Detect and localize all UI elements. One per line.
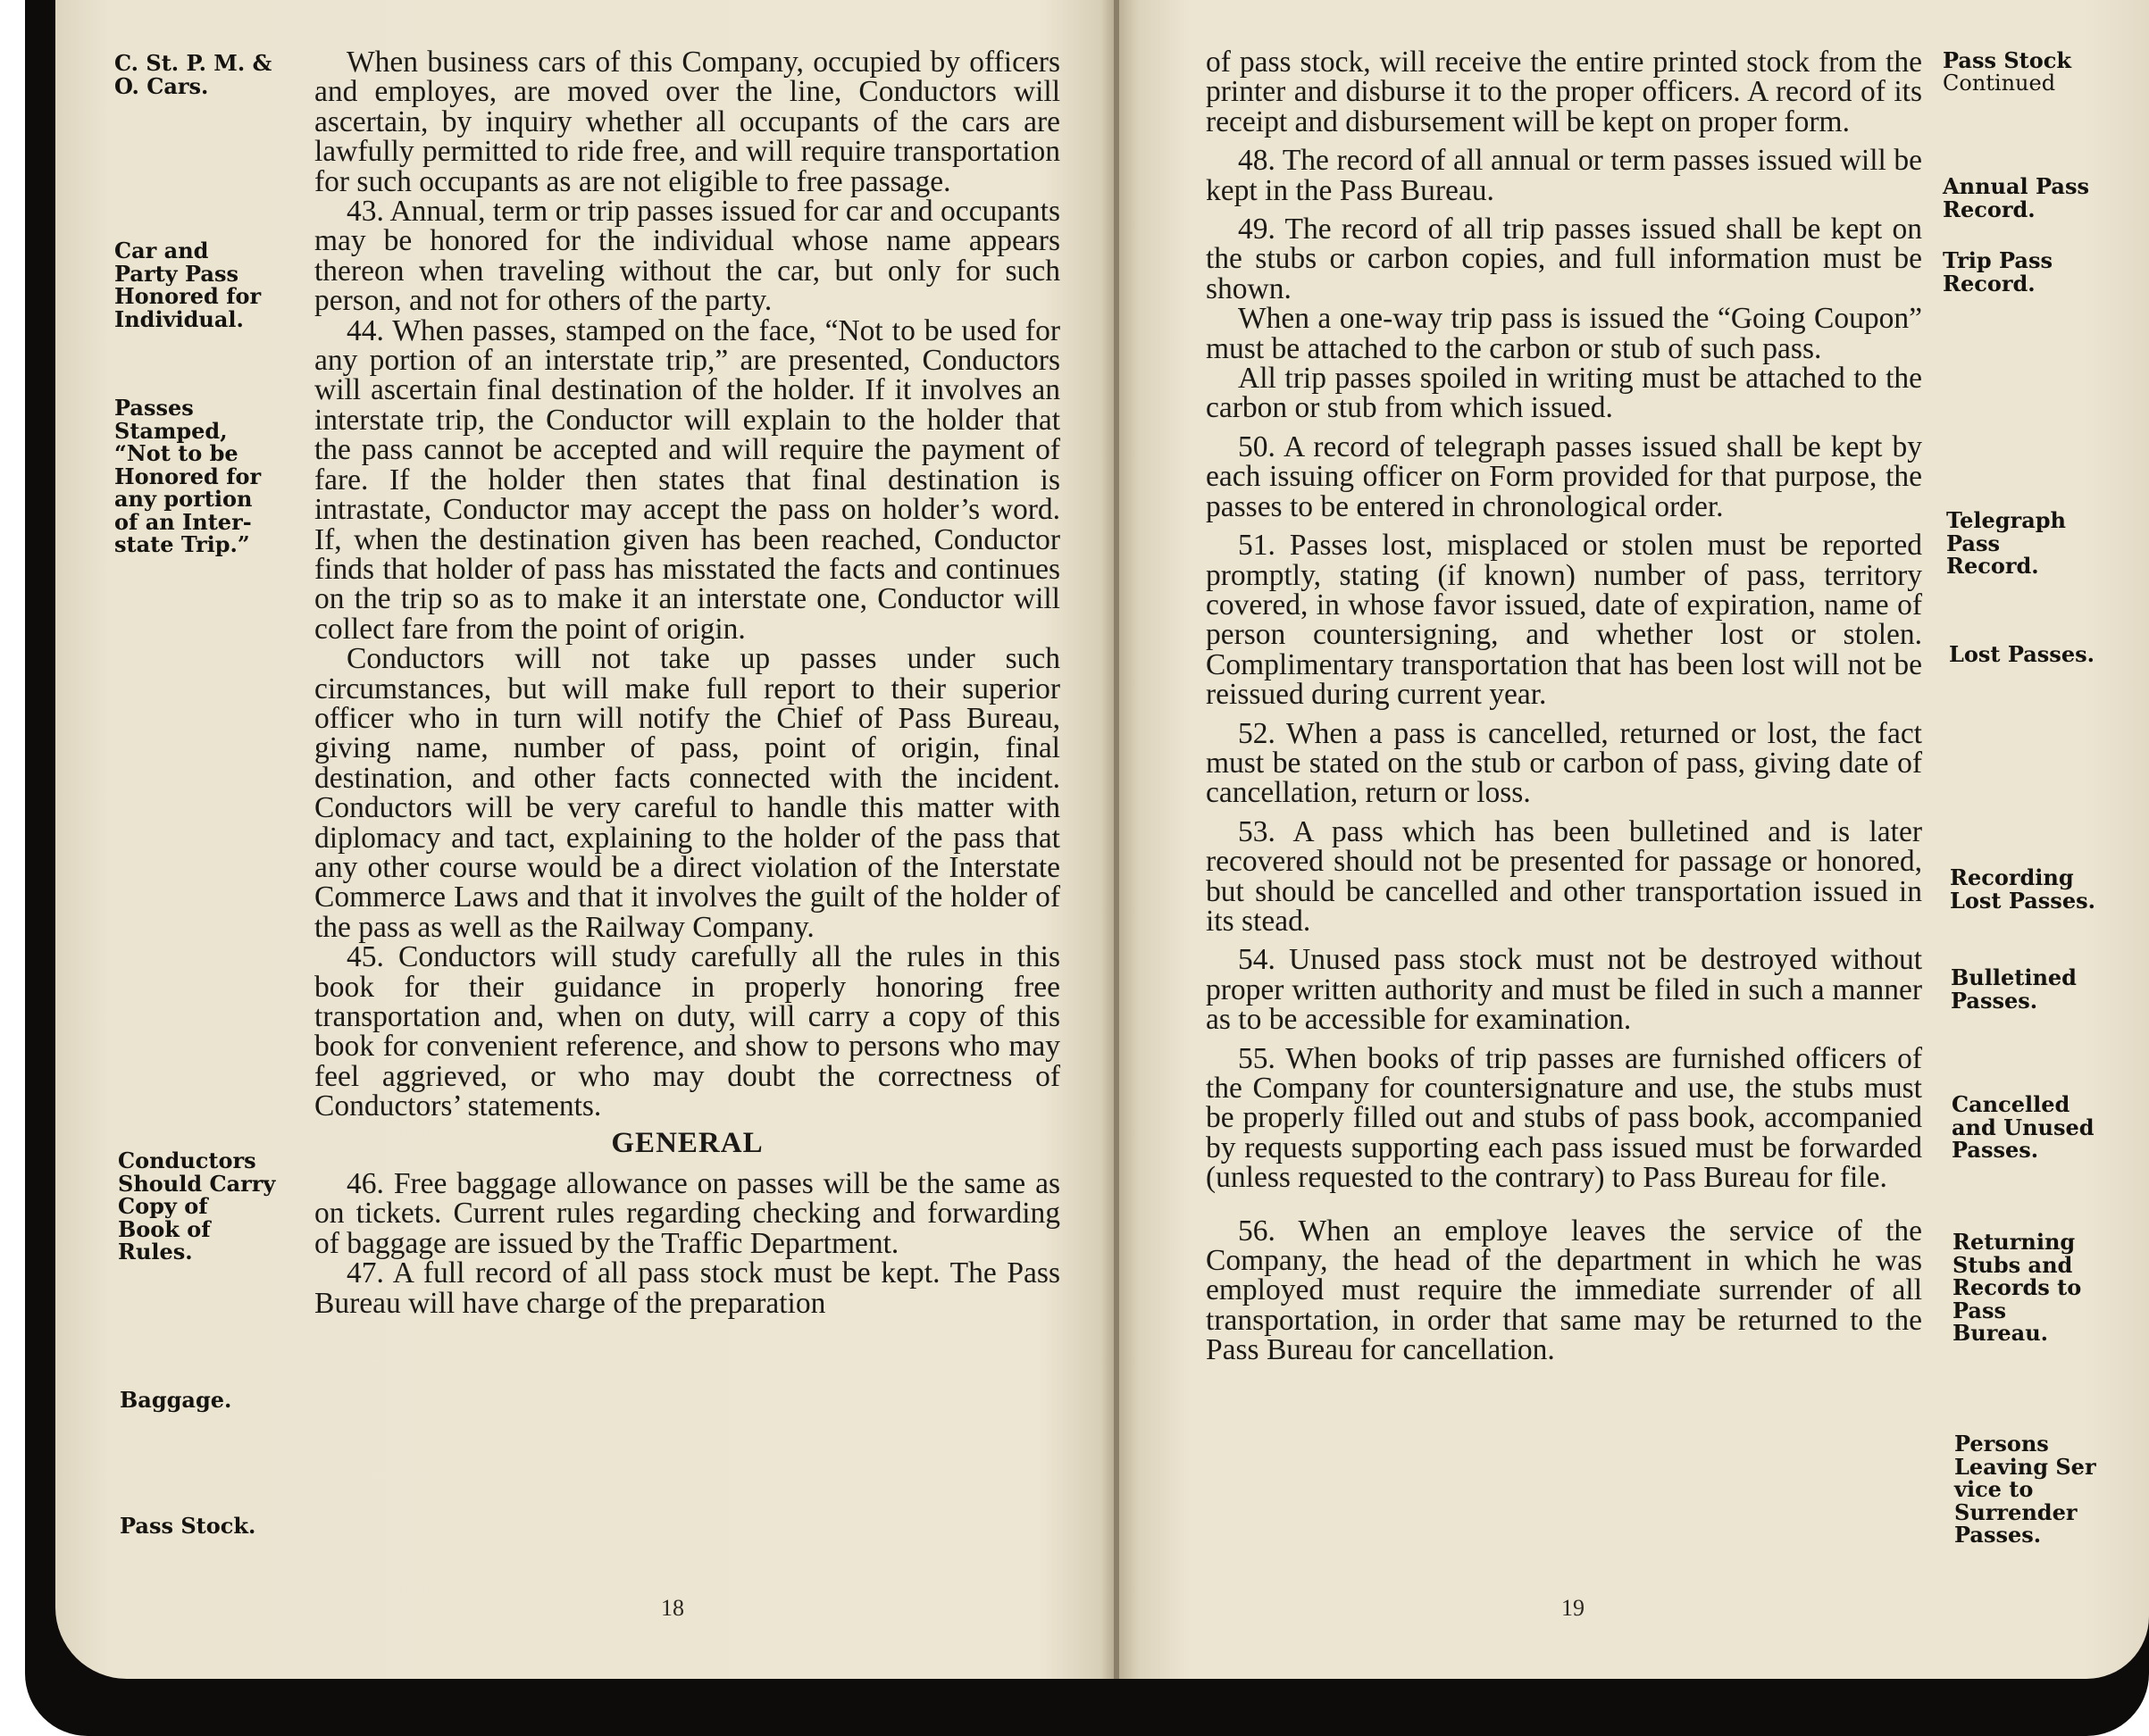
side-note bbox=[114, 396, 261, 556]
right-page bbox=[1119, 0, 2149, 1679]
side-note-line: Rules. bbox=[118, 1239, 193, 1264]
side-note-line: Copy of bbox=[118, 1193, 208, 1219]
paragraph: Conductors will not take up passes under such circumstances, but will make full report to their superior officer who in turn will notify the Chief of Pass Bureau, giving name, number of pass, point of origin, final destination, and other facts connected with the incident. Conductors will be very careful to handle this matter with diplomacy and tact, explaining to the holder of the pass that any other course would be a direct violation of the Interstate Commerce Laws and that it involves the guilt of the holder of the pass as well as the Railway Company. bbox=[314, 642, 1060, 944]
side-note-line: Record. bbox=[1943, 270, 2036, 296]
paragraph: 53. A pass which has been bulletined and is later recovered should not be presented for passage or honored, but should be cancelled and other transportation issued in its stead. bbox=[1206, 814, 1922, 938]
side-note-line: C. St. P. M. & bbox=[114, 50, 272, 76]
side-note bbox=[120, 1515, 255, 1538]
left-page bbox=[55, 0, 1114, 1679]
paragraph: All trip passes spoiled in writing must be attached to the carbon or stub from which issued. bbox=[1206, 362, 1922, 425]
side-note-line: Pass Stock bbox=[1943, 47, 2071, 73]
page-number: 19 bbox=[1561, 1595, 1585, 1621]
paragraph: 56. When an employe leaves the service of the Company, the head of the department in which he was employed must require the immediate surrender of all transportation, in order that same may be returned to the Pass Bureau for cancellation. bbox=[1206, 1214, 1922, 1367]
side-note bbox=[1952, 1093, 2095, 1162]
side-note-line: Lost Passes. bbox=[1950, 887, 2095, 914]
side-note bbox=[1950, 866, 2095, 912]
side-note bbox=[114, 239, 261, 330]
side-note-line: Stamped, bbox=[114, 417, 228, 444]
side-note bbox=[1943, 175, 2089, 221]
paragraph: 51. Passes lost, misplaced or stolen must be reported promptly, stating (if known) number of pass, territory covered, in whose favor issued, date of expiration, name of person countersigning, and whether lost or stolen. Complimentary transportation that has been lost will not be reissued during current year. bbox=[1206, 529, 1922, 712]
side-note-line: Honored for bbox=[114, 283, 262, 309]
side-note-line: Passes. bbox=[1952, 1137, 2039, 1163]
side-note-line: Record. bbox=[1946, 553, 2039, 579]
paragraph: 47. A full record of all pass stock must be kept. The Pass Bureau will have charge of the preparation bbox=[314, 1256, 1060, 1320]
side-note-line: Passes bbox=[114, 395, 194, 421]
side-note-line: state Trip.” bbox=[114, 531, 250, 557]
side-note-line: Record. bbox=[1943, 196, 2036, 222]
side-note bbox=[1946, 509, 2066, 578]
side-note-line: Leaving Ser bbox=[1954, 1453, 2096, 1480]
side-note bbox=[1952, 1231, 2081, 1345]
side-note-line: Cancelled bbox=[1952, 1091, 2070, 1117]
paragraph: 49. The record of all trip passes issued shall be kept on the stubs or carbon copies, and full information must be shown. bbox=[1206, 213, 1922, 305]
paragraph: 50. A record of telegraph passes issued shall be kept by each issuing officer on Form provided for that purpose, the passes to be entered in chronological order. bbox=[1206, 430, 1922, 523]
side-note bbox=[1943, 49, 2071, 95]
side-note-line: Party Pass bbox=[114, 260, 238, 287]
side-note-line: Bulletined bbox=[1951, 964, 2077, 990]
side-note-line: Records to bbox=[1952, 1274, 2082, 1300]
open-book bbox=[25, 0, 2149, 1736]
side-note-line: of an Inter- bbox=[114, 508, 252, 535]
side-note-line: Lost Passes. bbox=[1949, 641, 2095, 667]
side-note-line: Surrender bbox=[1954, 1498, 2078, 1525]
side-note-line: Returning bbox=[1952, 1229, 2076, 1255]
side-note bbox=[120, 1389, 231, 1412]
right-page-text bbox=[1206, 47, 1922, 1679]
paragraph: When business cars of this Company, occupied by officers and employes, are moved over the line, Conductors will ascertain, by inquiry whether all occupants of the cars are lawfully permitted to ride free, and will require transportation for such occupants as are not eligible to free passage. bbox=[314, 46, 1060, 198]
side-note-line: Stubs and bbox=[1952, 1251, 2073, 1278]
paragraph: 48. The record of all annual or term passes issued will be kept in the Pass Bureau. bbox=[1206, 144, 1922, 207]
side-note-line: “Not to be bbox=[114, 440, 238, 466]
side-note-line: Pass bbox=[1946, 530, 2000, 556]
paragraph: 43. Annual, term or trip passes issued for car and occupants may be honored for the individual whose name appears thereon when traveling without the car, but only for such person, and not for others of the party. bbox=[314, 195, 1060, 318]
side-note-line: Passes. bbox=[1951, 987, 2038, 1014]
paragraph: When a one-way trip pass is issued the “Going Coupon” must be attached to the carbon or stub of such pass. bbox=[1206, 302, 1922, 365]
side-note-line: Recording bbox=[1950, 864, 2074, 890]
side-note bbox=[1943, 249, 2053, 295]
side-note-line: Passes. bbox=[1954, 1522, 2042, 1548]
side-note-line: Conductors bbox=[118, 1148, 256, 1173]
side-note-line: and Unused bbox=[1952, 1114, 2095, 1140]
side-note-line: Pass Stock. bbox=[120, 1513, 256, 1539]
side-note-line: Persons bbox=[1954, 1431, 2049, 1456]
paragraph: 54. Unused pass stock must not be destroyed without proper written authority and must be filed in such a manner as to be accessible for examination. bbox=[1206, 943, 1922, 1037]
side-note-line: Car and bbox=[114, 238, 209, 263]
section-heading: GENERAL bbox=[611, 1126, 764, 1159]
side-note bbox=[1954, 1432, 2096, 1547]
side-note bbox=[114, 52, 272, 97]
side-note bbox=[118, 1149, 275, 1264]
side-note-line: Pass bbox=[1952, 1297, 2006, 1323]
paragraph: 55. When books of trip passes are furnished officers of the Company for countersignature and use, the stubs must be properly filled out and stubs of pass book, accompanied by requests supporting each pass issued must be forwarded (unless requested to the contrary) to Pass Bureau for file. bbox=[1206, 1041, 1922, 1195]
side-note-line: any portion bbox=[114, 486, 253, 512]
paragraph: 45. Conductors will study carefully all the rules in this book for their guidance in properly honoring free transportation and, when on duty, will carry a copy of this book for convenient reference, and show to persons who may feel aggrieved, or who may doubt the correctness of Conductors’ statements. bbox=[314, 940, 1060, 1123]
side-note-line: Should Carry bbox=[118, 1170, 276, 1197]
side-note-line: O. Cars. bbox=[114, 72, 209, 99]
side-note-line: Continued bbox=[1943, 70, 2056, 96]
left-page-text bbox=[314, 47, 1060, 1679]
side-note-line: Individual. bbox=[114, 305, 244, 332]
side-note-line: Trip Pass bbox=[1943, 247, 2053, 273]
side-note bbox=[1949, 643, 2095, 666]
side-note-line: Telegraph bbox=[1946, 507, 2066, 533]
side-note-line: Honored for bbox=[114, 463, 262, 489]
side-note bbox=[1951, 966, 2077, 1012]
side-note-line: vice to bbox=[1954, 1476, 2034, 1502]
paragraph: of pass stock, will receive the entire printed stock from the printer and disburse it to the proper officers. A record of its receipt and disbursement will be kept on proper form. bbox=[1206, 46, 1922, 138]
side-note-line: Baggage. bbox=[120, 1387, 232, 1413]
paragraph: 52. When a pass is cancelled, returned or lost, the fact must be stated on the stub or carbon of pass, giving date of cancellation, return or loss. bbox=[1206, 716, 1922, 810]
page-number: 18 bbox=[661, 1595, 684, 1621]
side-note-line: Bureau. bbox=[1952, 1320, 2049, 1346]
paragraph: 46. Free baggage allowance on passes will be the same as on tickets. Current rules regarding checking and forwarding of baggage are issued by the Traffic Department. bbox=[314, 1167, 1060, 1260]
side-note-line: Book of bbox=[118, 1215, 211, 1242]
paragraph: 44. When passes, stamped on the face, “Not to be used for any portion of an interstate trip,” are presented, Conductors will ascertain final destination of the holder. If it involves an interstate trip, the Conductor will explain to the holder that the pass cannot be accepted and will require the payment of fare. If the holder then states that final destination is intrastate, Conductor may accept the pass on holder’s word. If, when the destination given has been reached, Conductor finds that holder of pass has misstated the facts and continues on the trip so as to make it an interstate one, Conductor will collect fare from the point of origin. bbox=[314, 313, 1060, 646]
side-note-line: Annual Pass bbox=[1943, 173, 2089, 199]
